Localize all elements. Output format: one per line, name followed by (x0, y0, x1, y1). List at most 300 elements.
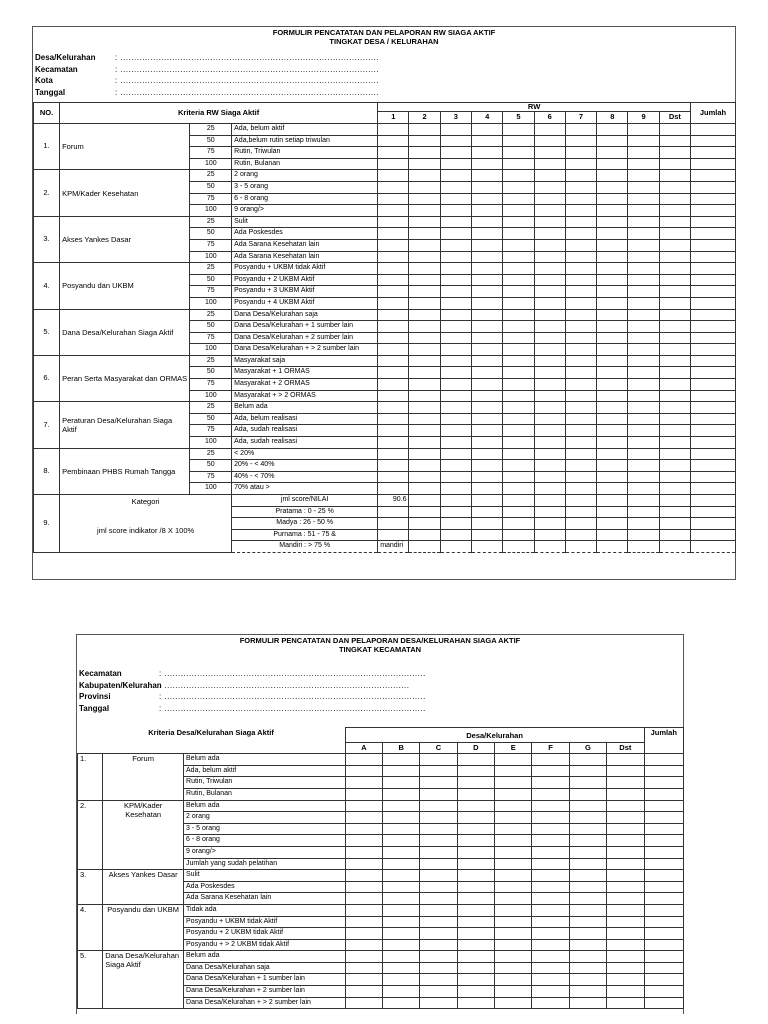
entry-cell[interactable] (472, 460, 503, 472)
entry-cell[interactable] (409, 529, 440, 541)
entry-cell[interactable] (691, 367, 736, 379)
entry-cell[interactable] (409, 437, 440, 449)
entry-cell[interactable] (532, 904, 569, 916)
entry-cell[interactable] (495, 916, 532, 928)
entry-cell[interactable] (597, 471, 628, 483)
entry-cell[interactable] (378, 274, 409, 286)
entry-cell[interactable] (534, 263, 565, 275)
entry-cell[interactable] (565, 344, 596, 356)
entry-cell[interactable] (378, 437, 409, 449)
entry-cell[interactable] (534, 170, 565, 182)
entry-cell[interactable] (569, 916, 606, 928)
entry-cell[interactable] (628, 216, 659, 228)
entry-cell[interactable] (409, 332, 440, 344)
entry-cell[interactable] (345, 997, 382, 1009)
entry-cell[interactable] (597, 402, 628, 414)
entry-cell[interactable] (597, 379, 628, 391)
entry-cell[interactable] (457, 997, 494, 1009)
entry-cell[interactable] (628, 529, 659, 541)
entry-cell[interactable] (420, 800, 457, 812)
entry-cell[interactable] (457, 846, 494, 858)
entry-cell[interactable] (691, 181, 736, 193)
entry-cell[interactable] (420, 893, 457, 905)
entry-cell[interactable] (628, 228, 659, 240)
entry-cell[interactable] (409, 205, 440, 217)
entry-cell[interactable] (659, 367, 690, 379)
entry-cell[interactable] (565, 263, 596, 275)
entry-cell[interactable] (534, 309, 565, 321)
entry-cell[interactable] (691, 135, 736, 147)
entry-cell[interactable] (382, 765, 419, 777)
entry-cell[interactable] (503, 506, 534, 518)
entry-cell[interactable] (472, 518, 503, 530)
entry-cell[interactable] (691, 402, 736, 414)
entry-cell[interactable] (691, 518, 736, 530)
entry-cell[interactable] (565, 413, 596, 425)
entry-cell[interactable] (659, 495, 690, 507)
entry-cell[interactable] (565, 135, 596, 147)
entry-cell[interactable] (569, 986, 606, 998)
entry-cell[interactable] (659, 529, 690, 541)
entry-cell[interactable] (628, 483, 659, 495)
entry-cell[interactable] (345, 951, 382, 963)
entry-cell[interactable] (495, 939, 532, 951)
entry-cell[interactable] (565, 541, 596, 553)
entry-cell[interactable] (644, 997, 683, 1009)
entry-cell[interactable] (378, 135, 409, 147)
entry-cell[interactable] (628, 355, 659, 367)
entry-cell[interactable] (503, 297, 534, 309)
entry-cell[interactable] (628, 158, 659, 170)
entry-cell[interactable] (569, 754, 606, 766)
entry-cell[interactable] (659, 390, 690, 402)
entry-cell[interactable] (457, 870, 494, 882)
entry-cell[interactable] (457, 788, 494, 800)
entry-cell[interactable] (628, 460, 659, 472)
entry-cell[interactable] (420, 904, 457, 916)
entry-cell[interactable] (597, 495, 628, 507)
entry-cell[interactable] (569, 858, 606, 870)
entry-cell[interactable] (691, 274, 736, 286)
entry-cell[interactable] (607, 765, 644, 777)
entry-cell[interactable] (457, 962, 494, 974)
entry-cell[interactable] (345, 904, 382, 916)
entry-cell[interactable] (644, 939, 683, 951)
entry-cell[interactable] (597, 518, 628, 530)
entry-cell[interactable] (440, 286, 471, 298)
entry-cell[interactable] (409, 460, 440, 472)
entry-cell[interactable] (644, 928, 683, 940)
entry-cell[interactable] (378, 448, 409, 460)
entry-cell[interactable] (532, 939, 569, 951)
entry-cell[interactable] (503, 367, 534, 379)
entry-cell[interactable] (503, 495, 534, 507)
entry-cell[interactable] (659, 506, 690, 518)
entry-cell[interactable] (628, 332, 659, 344)
entry-cell[interactable] (691, 263, 736, 275)
entry-cell[interactable] (503, 216, 534, 228)
entry-cell[interactable] (597, 437, 628, 449)
entry-cell[interactable] (503, 483, 534, 495)
entry-cell[interactable] (659, 321, 690, 333)
entry-cell[interactable] (409, 135, 440, 147)
entry-cell[interactable] (495, 777, 532, 789)
entry-cell[interactable] (420, 962, 457, 974)
entry-cell[interactable] (659, 274, 690, 286)
entry-cell[interactable] (409, 413, 440, 425)
entry-cell[interactable] (597, 216, 628, 228)
entry-cell[interactable] (495, 754, 532, 766)
entry-cell[interactable] (534, 135, 565, 147)
entry-cell[interactable] (659, 239, 690, 251)
entry-cell[interactable] (440, 529, 471, 541)
entry-cell[interactable] (345, 812, 382, 824)
entry-cell[interactable] (644, 754, 683, 766)
entry-cell[interactable] (420, 974, 457, 986)
entry-cell[interactable] (440, 367, 471, 379)
entry-cell[interactable] (565, 448, 596, 460)
entry-cell[interactable] (472, 239, 503, 251)
entry-cell[interactable] (607, 835, 644, 847)
entry-cell[interactable] (597, 193, 628, 205)
entry-cell[interactable] (409, 228, 440, 240)
entry-cell[interactable] (472, 448, 503, 460)
entry-cell[interactable] (457, 881, 494, 893)
entry-cell[interactable] (420, 939, 457, 951)
entry-cell[interactable] (409, 471, 440, 483)
entry-cell[interactable] (691, 448, 736, 460)
entry-cell[interactable] (691, 297, 736, 309)
entry-cell[interactable] (457, 928, 494, 940)
entry-cell[interactable] (440, 239, 471, 251)
entry-cell[interactable] (378, 355, 409, 367)
entry-cell[interactable] (440, 251, 471, 263)
entry-cell[interactable] (565, 216, 596, 228)
entry-cell[interactable] (503, 205, 534, 217)
entry-cell[interactable] (495, 858, 532, 870)
entry-cell[interactable] (628, 541, 659, 553)
entry-cell[interactable] (382, 835, 419, 847)
entry-cell[interactable] (565, 437, 596, 449)
entry-cell[interactable] (495, 974, 532, 986)
entry-cell[interactable] (607, 870, 644, 882)
entry-cell[interactable] (597, 147, 628, 159)
entry-cell[interactable] (565, 193, 596, 205)
entry-cell[interactable] (607, 974, 644, 986)
entry-cell[interactable] (472, 181, 503, 193)
entry-cell[interactable] (534, 124, 565, 136)
entry-cell[interactable] (472, 274, 503, 286)
entry-cell[interactable] (534, 402, 565, 414)
entry-cell[interactable] (495, 893, 532, 905)
entry-cell[interactable] (628, 286, 659, 298)
entry-cell[interactable] (691, 390, 736, 402)
entry-cell[interactable] (409, 239, 440, 251)
entry-cell[interactable] (607, 951, 644, 963)
entry-cell[interactable] (691, 205, 736, 217)
entry-cell[interactable] (378, 170, 409, 182)
entry-cell[interactable] (378, 425, 409, 437)
entry-cell[interactable] (409, 541, 440, 553)
entry-cell[interactable] (534, 239, 565, 251)
entry-cell[interactable] (532, 986, 569, 998)
entry-cell[interactable] (409, 193, 440, 205)
entry-cell[interactable] (569, 846, 606, 858)
entry-cell[interactable] (440, 344, 471, 356)
entry-cell[interactable] (409, 170, 440, 182)
entry-cell[interactable] (378, 379, 409, 391)
entry-cell[interactable] (382, 893, 419, 905)
entry-cell[interactable] (382, 754, 419, 766)
entry-cell[interactable] (503, 158, 534, 170)
entry-cell[interactable] (420, 858, 457, 870)
entry-cell[interactable] (644, 800, 683, 812)
entry-cell[interactable] (440, 228, 471, 240)
entry-cell[interactable] (607, 916, 644, 928)
entry-cell[interactable] (597, 263, 628, 275)
entry-cell[interactable] (691, 425, 736, 437)
entry-cell[interactable] (345, 916, 382, 928)
entry-cell[interactable] (495, 800, 532, 812)
entry-cell[interactable] (597, 158, 628, 170)
entry-cell[interactable] (534, 448, 565, 460)
entry-cell[interactable] (565, 228, 596, 240)
entry-cell[interactable] (345, 765, 382, 777)
entry-cell[interactable] (628, 344, 659, 356)
entry-cell[interactable] (503, 332, 534, 344)
entry-cell[interactable] (565, 239, 596, 251)
entry-cell[interactable] (503, 529, 534, 541)
entry-cell[interactable] (503, 193, 534, 205)
entry-cell[interactable] (440, 216, 471, 228)
entry-cell[interactable] (409, 379, 440, 391)
entry-cell[interactable] (409, 251, 440, 263)
entry-cell[interactable] (472, 309, 503, 321)
entry-cell[interactable] (691, 332, 736, 344)
entry-cell[interactable] (345, 962, 382, 974)
entry-cell[interactable] (565, 205, 596, 217)
entry-cell[interactable] (503, 263, 534, 275)
entry-cell[interactable] (659, 437, 690, 449)
entry-cell[interactable] (378, 460, 409, 472)
entry-cell[interactable] (345, 835, 382, 847)
entry-cell[interactable] (495, 835, 532, 847)
entry-cell[interactable] (440, 402, 471, 414)
entry-cell[interactable] (534, 367, 565, 379)
entry-cell[interactable] (378, 413, 409, 425)
entry-cell[interactable] (382, 916, 419, 928)
entry-cell[interactable] (565, 495, 596, 507)
entry-cell[interactable] (382, 812, 419, 824)
entry-cell[interactable] (628, 193, 659, 205)
entry-cell[interactable] (472, 483, 503, 495)
entry-cell[interactable] (472, 541, 503, 553)
entry-cell[interactable] (382, 962, 419, 974)
entry-cell[interactable] (659, 158, 690, 170)
entry-cell[interactable] (532, 893, 569, 905)
entry-cell[interactable] (597, 390, 628, 402)
entry-cell[interactable] (503, 228, 534, 240)
entry-cell[interactable] (569, 962, 606, 974)
entry-cell[interactable] (409, 390, 440, 402)
entry-cell[interactable] (534, 274, 565, 286)
entry-cell[interactable] (565, 147, 596, 159)
entry-cell[interactable] (534, 471, 565, 483)
entry-cell[interactable] (565, 379, 596, 391)
entry-cell[interactable] (607, 754, 644, 766)
entry-cell[interactable] (420, 777, 457, 789)
entry-cell[interactable] (628, 239, 659, 251)
entry-cell[interactable] (628, 425, 659, 437)
entry-cell[interactable] (597, 135, 628, 147)
entry-cell[interactable] (378, 263, 409, 275)
entry-cell[interactable] (345, 939, 382, 951)
entry-cell[interactable] (659, 413, 690, 425)
entry-cell[interactable] (534, 205, 565, 217)
entry-cell[interactable] (409, 216, 440, 228)
entry-cell[interactable] (440, 437, 471, 449)
entry-cell[interactable] (420, 997, 457, 1009)
entry-cell[interactable] (440, 297, 471, 309)
entry-cell[interactable] (691, 529, 736, 541)
entry-cell[interactable] (534, 251, 565, 263)
entry-cell[interactable] (607, 962, 644, 974)
entry-cell[interactable] (457, 916, 494, 928)
entry-cell[interactable] (457, 858, 494, 870)
entry-cell[interactable] (457, 939, 494, 951)
entry-cell[interactable] (607, 846, 644, 858)
entry-cell[interactable] (503, 274, 534, 286)
entry-cell[interactable] (472, 529, 503, 541)
entry-cell[interactable] (565, 518, 596, 530)
entry-cell[interactable] (644, 777, 683, 789)
entry-cell[interactable] (409, 344, 440, 356)
entry-cell[interactable] (534, 390, 565, 402)
entry-cell[interactable] (503, 135, 534, 147)
entry-cell[interactable] (644, 916, 683, 928)
entry-cell[interactable] (597, 506, 628, 518)
entry-cell[interactable] (503, 344, 534, 356)
entry-cell[interactable] (503, 402, 534, 414)
entry-cell[interactable] (659, 181, 690, 193)
entry-cell[interactable] (440, 147, 471, 159)
entry-cell[interactable] (644, 765, 683, 777)
entry-cell[interactable] (659, 297, 690, 309)
entry-cell[interactable] (659, 170, 690, 182)
entry-cell[interactable] (457, 823, 494, 835)
entry-cell[interactable] (503, 448, 534, 460)
entry-cell[interactable] (409, 297, 440, 309)
entry-cell[interactable] (503, 460, 534, 472)
entry-cell[interactable] (503, 170, 534, 182)
entry-cell[interactable] (534, 495, 565, 507)
entry-cell[interactable] (607, 939, 644, 951)
entry-cell[interactable] (345, 974, 382, 986)
entry-cell[interactable] (378, 158, 409, 170)
entry-cell[interactable] (597, 355, 628, 367)
entry-cell[interactable] (472, 506, 503, 518)
entry-cell[interactable] (597, 205, 628, 217)
entry-cell[interactable] (644, 951, 683, 963)
entry-cell[interactable] (628, 402, 659, 414)
entry-cell[interactable] (472, 367, 503, 379)
entry-cell[interactable] (607, 986, 644, 998)
entry-cell[interactable] (440, 460, 471, 472)
entry-cell[interactable] (472, 390, 503, 402)
entry-cell[interactable] (472, 355, 503, 367)
entry-cell[interactable] (659, 135, 690, 147)
entry-cell[interactable] (378, 332, 409, 344)
entry-cell[interactable] (420, 870, 457, 882)
entry-cell[interactable] (382, 881, 419, 893)
entry-cell[interactable] (495, 951, 532, 963)
entry-cell[interactable] (569, 939, 606, 951)
entry-cell[interactable] (420, 812, 457, 824)
entry-cell[interactable] (565, 124, 596, 136)
entry-cell[interactable] (628, 437, 659, 449)
entry-cell[interactable] (378, 367, 409, 379)
entry-cell[interactable] (607, 858, 644, 870)
entry-cell[interactable] (532, 870, 569, 882)
entry-cell[interactable] (382, 788, 419, 800)
entry-cell[interactable] (378, 216, 409, 228)
entry-cell[interactable] (382, 846, 419, 858)
entry-cell[interactable] (644, 881, 683, 893)
entry-cell[interactable] (532, 881, 569, 893)
entry-cell[interactable] (569, 928, 606, 940)
entry-cell[interactable] (472, 344, 503, 356)
entry-cell[interactable] (565, 286, 596, 298)
entry-cell[interactable] (409, 448, 440, 460)
entry-cell[interactable] (440, 495, 471, 507)
entry-cell[interactable] (659, 355, 690, 367)
entry-cell[interactable] (472, 158, 503, 170)
entry-cell[interactable] (495, 788, 532, 800)
entry-cell[interactable] (420, 823, 457, 835)
entry-cell[interactable] (440, 413, 471, 425)
entry-cell[interactable] (382, 997, 419, 1009)
entry-cell[interactable] (457, 974, 494, 986)
entry-cell[interactable] (628, 379, 659, 391)
entry-cell[interactable] (345, 846, 382, 858)
entry-cell[interactable] (659, 471, 690, 483)
entry-cell[interactable] (691, 216, 736, 228)
entry-cell[interactable] (534, 147, 565, 159)
entry-cell[interactable] (659, 228, 690, 240)
entry-cell[interactable] (607, 812, 644, 824)
entry-cell[interactable] (440, 158, 471, 170)
entry-cell[interactable] (440, 355, 471, 367)
entry-cell[interactable] (495, 870, 532, 882)
entry-cell[interactable] (345, 881, 382, 893)
entry-cell[interactable] (409, 367, 440, 379)
entry-cell[interactable] (472, 425, 503, 437)
entry-cell[interactable] (565, 425, 596, 437)
entry-cell[interactable] (597, 413, 628, 425)
entry-cell[interactable] (532, 765, 569, 777)
entry-cell[interactable] (378, 402, 409, 414)
entry-cell[interactable] (457, 904, 494, 916)
entry-cell[interactable] (532, 777, 569, 789)
entry-cell[interactable] (644, 846, 683, 858)
entry-cell[interactable] (628, 297, 659, 309)
entry-cell[interactable] (472, 251, 503, 263)
entry-cell[interactable] (597, 124, 628, 136)
entry-cell[interactable] (597, 181, 628, 193)
entry-cell[interactable] (472, 193, 503, 205)
entry-cell[interactable] (495, 986, 532, 998)
entry-cell[interactable] (644, 974, 683, 986)
